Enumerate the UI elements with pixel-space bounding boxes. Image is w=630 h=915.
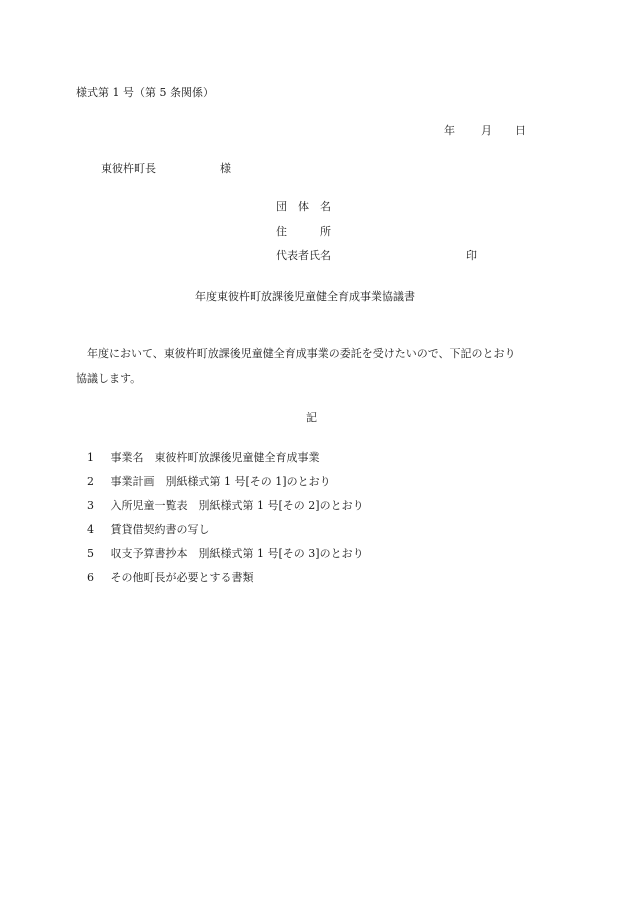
body-text-line-2: 協議します。 bbox=[76, 372, 142, 385]
list-item bbox=[87, 547, 364, 561]
list-item-number: 2 bbox=[87, 475, 94, 488]
list-item-number: 1 bbox=[87, 451, 94, 464]
addressee-suffix: 様 bbox=[220, 162, 231, 175]
date-month-label: 月 bbox=[481, 124, 492, 137]
list-item-number: 3 bbox=[87, 499, 94, 512]
list-item bbox=[87, 451, 320, 465]
seal-mark: 印 bbox=[466, 249, 477, 262]
list-item bbox=[87, 475, 331, 489]
applicant-org-label: 団 体 名 bbox=[276, 200, 331, 213]
addressee-name: 東彼杵町長 bbox=[101, 162, 156, 175]
list-item-text: 事業計画 別紙様式第 1 号[その 1]のとおり bbox=[110, 475, 331, 488]
date-year-label: 年 bbox=[444, 124, 455, 137]
form-number: 様式第 1 号（第 5 条関係） bbox=[76, 86, 214, 99]
ki-heading: 記 bbox=[306, 411, 317, 424]
list-item bbox=[87, 571, 254, 585]
document-title: 年度東彼杵町放課後児童健全育成事業協議書 bbox=[195, 290, 415, 303]
date-day-label: 日 bbox=[515, 124, 526, 137]
body-text-line-1: 年度において、東彼杵町放課後児童健全育成事業の委託を受けたいので、下記のとおり bbox=[87, 347, 516, 360]
list-item-text: 事業名 東彼杵町放課後児童健全育成事業 bbox=[110, 451, 320, 464]
list-item-text: 入所児童一覧表 別紙様式第 1 号[その 2]のとおり bbox=[110, 499, 364, 512]
applicant-representative-label: 代表者氏名 bbox=[276, 249, 331, 262]
list-item bbox=[87, 523, 210, 537]
list-item-text: 収支予算書抄本 別紙様式第 1 号[その 3]のとおり bbox=[110, 547, 364, 560]
list-item-number: 5 bbox=[87, 547, 94, 560]
list-item-number: 4 bbox=[87, 523, 94, 536]
list-item-text: その他町長が必要とする書類 bbox=[110, 571, 254, 584]
list-item bbox=[87, 499, 364, 513]
applicant-address-label: 住 所 bbox=[276, 225, 331, 238]
list-item-number: 6 bbox=[87, 571, 94, 584]
list-item-text: 賃貸借契約書の写し bbox=[110, 523, 210, 536]
